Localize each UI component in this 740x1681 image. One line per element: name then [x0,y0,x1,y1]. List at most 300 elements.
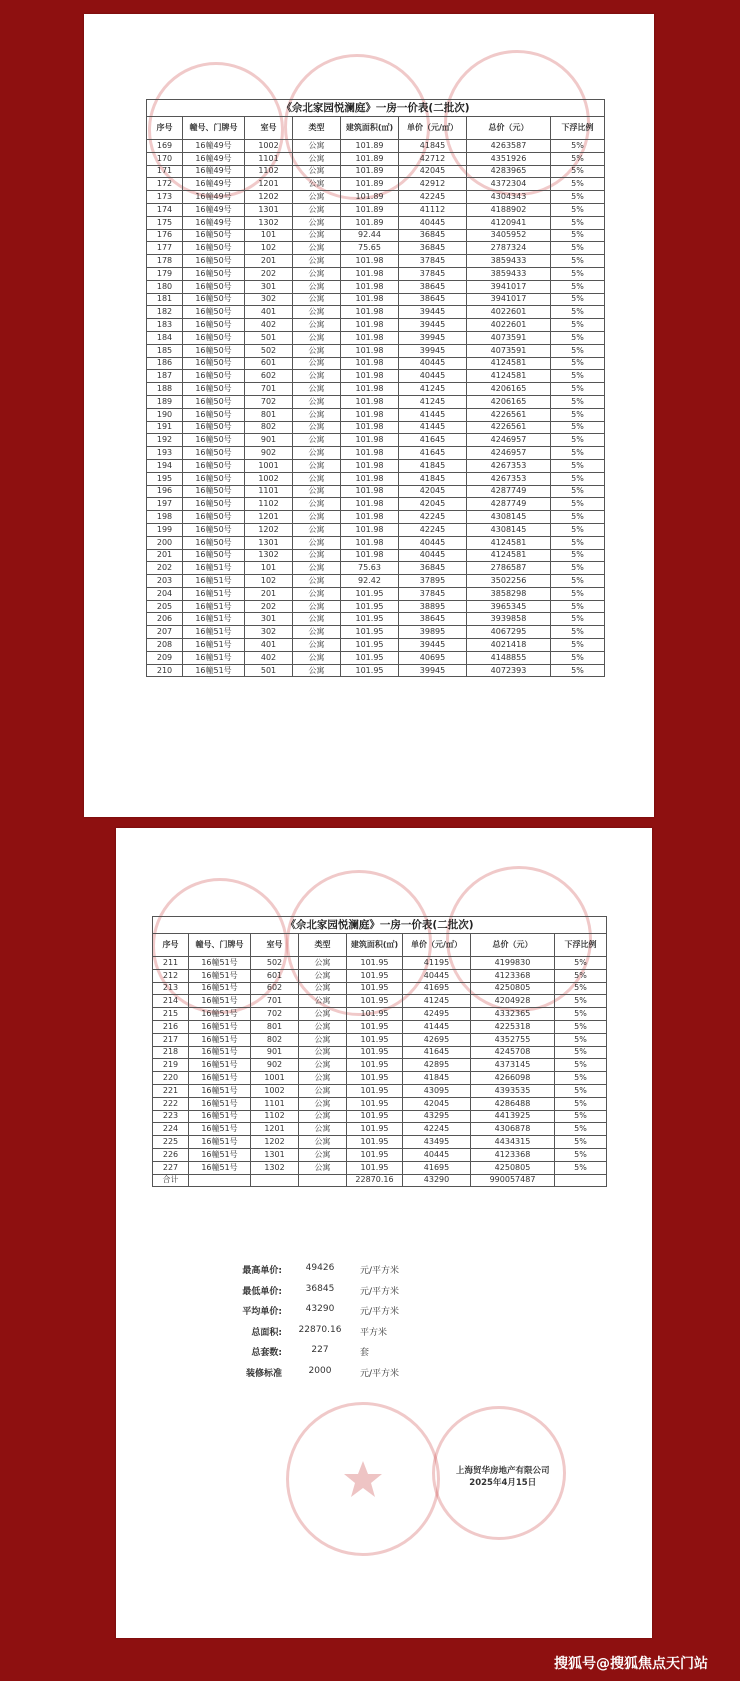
total-cell: 990057487 [471,1174,555,1187]
table-row [147,447,605,460]
table-cell: 16幢50号 [183,383,245,396]
table-cell: 102 [245,575,293,588]
table-cell: 37895 [399,575,467,588]
table-cell: 4266098 [471,1072,555,1085]
table-cell: 公寓 [293,255,341,268]
column-header: 单价（元/㎡） [403,934,471,957]
table-cell: 5% [555,1033,607,1046]
table-cell: 195 [147,472,183,485]
table-cell: 16幢50号 [183,395,245,408]
table-cell: 公寓 [299,995,347,1008]
table-row [153,1097,607,1110]
table-cell: 101.95 [347,1046,403,1059]
table-cell: 5% [551,626,605,639]
column-header: 类型 [293,117,341,140]
table-cell: 178 [147,255,183,268]
table-cell: 4124581 [467,536,551,549]
table-cell: 198 [147,511,183,524]
table-cell: 公寓 [293,511,341,524]
table-cell: 1202 [245,191,293,204]
table-cell: 43495 [403,1136,471,1149]
table-cell: 5% [555,957,607,970]
table-row [147,306,605,319]
table-cell: 5% [551,575,605,588]
table-cell: 5% [551,140,605,153]
table-cell: 101.98 [341,511,399,524]
table-row [153,1161,607,1174]
table-cell: 16幢51号 [189,1161,251,1174]
summary-value: 227 [311,1345,329,1355]
table-cell: 41845 [399,459,467,472]
table-cell: 公寓 [299,969,347,982]
table-cell: 201 [147,549,183,562]
table-cell: 公寓 [293,191,341,204]
table-cell: 5% [551,408,605,421]
table-cell: 5% [551,357,605,370]
table-row [147,370,605,383]
table-cell: 公寓 [293,280,341,293]
table-cell: 181 [147,293,183,306]
table-cell: 4267353 [467,459,551,472]
table-cell: 16幢51号 [189,982,251,995]
table-cell: 3859433 [467,267,551,280]
table-row [147,242,605,255]
table-cell: 4123368 [471,1148,555,1161]
table-cell: 1301 [251,1148,299,1161]
table-cell: 公寓 [293,459,341,472]
table-cell: 公寓 [299,1033,347,1046]
source-watermark: 搜狐号@搜狐焦点天门站 [554,1656,708,1672]
table-cell: 42245 [403,1123,471,1136]
table-cell: 5% [555,1136,607,1149]
table-row [147,165,605,178]
table-cell: 40445 [399,536,467,549]
table-cell: 216 [153,1020,189,1033]
table-row [153,1123,607,1136]
table-cell: 公寓 [299,1110,347,1123]
table-cell: 42245 [399,523,467,536]
table-cell: 40695 [399,651,467,664]
table-cell: 5% [551,255,605,268]
summary-label: 总面积: [251,1327,282,1338]
table-cell: 16幢51号 [183,575,245,588]
table-cell: 211 [153,957,189,970]
company-signature [456,1465,550,1489]
table-cell: 208 [147,639,183,652]
table-cell: 4372304 [467,178,551,191]
table-cell: 16幢51号 [189,957,251,970]
table-cell: 5% [555,1046,607,1059]
table-cell: 5% [551,383,605,396]
table-cell: 公寓 [293,639,341,652]
table-cell: 41645 [399,447,467,460]
table-cell: 5% [551,613,605,626]
table-cell: 219 [153,1059,189,1072]
table-cell: 16幢51号 [189,1020,251,1033]
column-header: 幢号、门牌号 [189,934,251,957]
table-cell: 4351926 [467,152,551,165]
table-cell: 4413925 [471,1110,555,1123]
table-cell: 5% [551,191,605,204]
table-cell: 199 [147,523,183,536]
table-cell: 16幢50号 [183,498,245,511]
table-cell: 公寓 [293,536,341,549]
table-cell: 公寓 [293,421,341,434]
table-cell: 101.98 [341,498,399,511]
table-cell: 40445 [399,357,467,370]
table-cell: 40445 [399,216,467,229]
table-cell: 4287749 [467,498,551,511]
table-row [147,267,605,280]
table-cell: 41195 [403,957,471,970]
table-cell: 209 [147,651,183,664]
table-row [147,575,605,588]
table-cell: 4308145 [467,511,551,524]
table-cell: 1002 [251,1084,299,1097]
table-cell: 4304343 [467,191,551,204]
table-cell: 公寓 [293,395,341,408]
table-cell: 223 [153,1110,189,1123]
table-cell: 206 [147,613,183,626]
table-cell: 201 [245,587,293,600]
table-row [147,178,605,191]
table-cell: 2786587 [467,562,551,575]
table-cell: 41445 [399,421,467,434]
table-cell: 5% [555,1072,607,1085]
table-cell: 182 [147,306,183,319]
table-cell: 公寓 [293,485,341,498]
table-cell: 4246957 [467,434,551,447]
table-cell: 5% [555,1059,607,1072]
table-cell: 41445 [399,408,467,421]
table-cell: 175 [147,216,183,229]
table-cell: 16幢50号 [183,267,245,280]
table-cell: 公寓 [299,1020,347,1033]
table-cell: 38895 [399,600,467,613]
table-row [147,421,605,434]
table-cell: 1101 [251,1097,299,1110]
table-cell: 5% [555,1097,607,1110]
table-cell: 101.95 [347,1136,403,1149]
company-name: 上海贸华房地产有限公司 [456,1466,550,1476]
table-row [147,216,605,229]
table-cell: 5% [551,293,605,306]
table-cell: 101.95 [341,639,399,652]
table-cell: 1002 [245,140,293,153]
table-cell: 101.95 [347,982,403,995]
summary-unit: 元/平方米 [360,1368,400,1379]
table-cell: 191 [147,421,183,434]
table-row [153,969,607,982]
table-cell: 5% [555,1123,607,1136]
table-cell: 16幢50号 [183,357,245,370]
table-cell: 101.98 [341,370,399,383]
table-cell: 公寓 [293,319,341,332]
table-cell: 4250805 [471,982,555,995]
table-cell: 501 [245,331,293,344]
table-cell: 5% [551,639,605,652]
seal-star-icon [343,1459,383,1499]
table-cell: 101.98 [341,549,399,562]
table-cell: 16幢51号 [183,664,245,677]
table-cell: 5% [555,1008,607,1021]
table-cell: 224 [153,1123,189,1136]
table-cell: 37845 [399,587,467,600]
table-cell: 2787324 [467,242,551,255]
table-cell: 101.95 [347,969,403,982]
table-cell: 5% [551,165,605,178]
table-cell: 210 [147,664,183,677]
table-cell: 4332365 [471,1008,555,1021]
table-cell: 101.98 [341,536,399,549]
table-cell: 公寓 [293,165,341,178]
table-cell: 101.95 [341,651,399,664]
table-cell: 5% [555,1020,607,1033]
table-cell: 42045 [399,165,467,178]
table-cell: 16幢49号 [183,140,245,153]
table-cell: 4124581 [467,370,551,383]
table-cell: 公寓 [293,575,341,588]
table-cell: 1002 [245,472,293,485]
table-cell: 38645 [399,280,467,293]
table-cell: 5% [555,1161,607,1174]
column-header: 总价（元） [467,117,551,140]
table-cell: 42912 [399,178,467,191]
table-cell: 5% [551,319,605,332]
table-cell: 36845 [399,562,467,575]
table-cell: 5% [551,229,605,242]
summary-label: 平均单价: [242,1307,282,1317]
table-cell: 公寓 [299,1097,347,1110]
table-cell: 38645 [399,293,467,306]
table-cell: 5% [551,280,605,293]
table-cell: 214 [153,995,189,1008]
table-row [147,395,605,408]
table-cell: 1001 [245,459,293,472]
column-header: 建筑面积(㎡) [341,117,399,140]
table-cell: 公寓 [293,626,341,639]
table-cell: 36845 [399,242,467,255]
table-cell: 101.89 [341,191,399,204]
table-cell: 194 [147,459,183,472]
table-row [147,523,605,536]
table-cell: 16幢51号 [183,562,245,575]
table-cell: 197 [147,498,183,511]
table-cell: 公寓 [293,434,341,447]
table-cell: 222 [153,1097,189,1110]
table-cell: 202 [245,267,293,280]
table-cell: 公寓 [293,152,341,165]
table-cell: 101.95 [347,1148,403,1161]
table-cell: 5% [555,1148,607,1161]
table-row [147,344,605,357]
table-cell: 5% [551,203,605,216]
table-cell: 4352755 [471,1033,555,1046]
table-cell: 4283965 [467,165,551,178]
table-cell: 4124581 [467,549,551,562]
column-header: 建筑面积(㎡) [347,934,403,957]
table-row [147,562,605,575]
table-cell: 4022601 [467,319,551,332]
table-cell: 16幢51号 [189,1136,251,1149]
table-cell: 42245 [399,191,467,204]
table-cell: 1301 [245,536,293,549]
table-cell: 5% [555,1110,607,1123]
table-body [153,957,607,1187]
table-cell: 101.89 [341,152,399,165]
table-cell: 38645 [399,613,467,626]
table-cell: 205 [147,600,183,613]
table-cell: 16幢50号 [183,523,245,536]
table-cell: 901 [251,1046,299,1059]
total-cell [251,1174,299,1187]
table-cell: 42695 [403,1033,471,1046]
table-title: 《佘北家园悦澜庭》一房一价表(二批次) [146,99,605,116]
table-cell: 5% [551,498,605,511]
table-cell: 1201 [245,178,293,191]
table-row [153,1148,607,1161]
table-cell: 5% [551,511,605,524]
table-row [147,331,605,344]
table-cell: 公寓 [299,1008,347,1021]
table-cell: 101.95 [341,600,399,613]
table-cell: 902 [251,1059,299,1072]
total-cell [299,1174,347,1187]
table-cell: 602 [251,982,299,995]
table-cell: 101.98 [341,280,399,293]
table-cell: 5% [555,1084,607,1097]
table-cell: 202 [245,600,293,613]
table-cell: 5% [551,242,605,255]
table-cell: 102 [245,242,293,255]
table-cell: 101.95 [347,957,403,970]
table-row [147,152,605,165]
table-cell: 公寓 [293,408,341,421]
table-cell: 92.44 [341,229,399,242]
table-cell: 171 [147,165,183,178]
table-cell: 41845 [399,140,467,153]
table-cell: 16幢51号 [189,969,251,982]
table-cell: 1302 [245,216,293,229]
table-cell: 16幢51号 [183,626,245,639]
table-cell: 39445 [399,306,467,319]
table-cell: 101.98 [341,472,399,485]
table-row [147,587,605,600]
table-cell: 16幢50号 [183,536,245,549]
table-cell: 4287749 [467,485,551,498]
table-cell: 4148855 [467,651,551,664]
table-cell: 170 [147,152,183,165]
table-cell: 16幢50号 [183,408,245,421]
table-cell: 16幢51号 [183,651,245,664]
table-cell: 16幢51号 [189,995,251,1008]
table-cell: 901 [245,434,293,447]
table-cell: 4226561 [467,421,551,434]
table-cell: 4123368 [471,969,555,982]
header-row [147,117,605,140]
table-row [153,995,607,1008]
table-cell: 101.95 [347,1097,403,1110]
table-cell: 101.98 [341,434,399,447]
table-cell: 16幢51号 [183,587,245,600]
table-cell: 16幢50号 [183,319,245,332]
table-cell: 42495 [403,1008,471,1021]
table-cell: 16幢50号 [183,242,245,255]
column-header: 室号 [251,934,299,957]
table-cell: 5% [551,600,605,613]
table-cell: 41245 [399,383,467,396]
table-cell: 公寓 [293,344,341,357]
table-cell: 5% [551,651,605,664]
table-cell: 4073591 [467,331,551,344]
table-cell: 502 [245,344,293,357]
table-cell: 40445 [399,370,467,383]
table-cell: 801 [245,408,293,421]
issue-date: 2025年4月15日 [469,1478,537,1488]
table-cell: 公寓 [293,600,341,613]
table-cell: 39895 [399,626,467,639]
table-row [147,383,605,396]
table-cell: 4225318 [471,1020,555,1033]
table-cell: 4246957 [467,447,551,460]
table-cell: 101.95 [347,1084,403,1097]
table-cell: 16幢51号 [189,1008,251,1021]
column-header: 单价（元/㎡） [399,117,467,140]
summary-value: 22870.16 [298,1324,342,1335]
table-cell: 4308145 [467,523,551,536]
summary-label: 最高单价: [242,1266,282,1276]
table-cell: 4188902 [467,203,551,216]
table-cell: 202 [147,562,183,575]
table-cell: 4072393 [467,664,551,677]
table-cell: 16幢51号 [189,1033,251,1046]
table-cell: 公寓 [299,957,347,970]
table-cell: 公寓 [299,1161,347,1174]
table-cell: 801 [251,1020,299,1033]
table-cell: 3859433 [467,255,551,268]
table-cell: 16幢50号 [183,434,245,447]
table-cell: 4393535 [471,1084,555,1097]
table-cell: 5% [551,485,605,498]
table-cell: 75.63 [341,562,399,575]
table-cell: 公寓 [293,293,341,306]
table-cell: 101.98 [341,447,399,460]
summary-unit: 元/平方米 [360,1286,400,1297]
table-cell: 1102 [251,1110,299,1123]
table-row [153,1072,607,1085]
table-cell: 217 [153,1033,189,1046]
table-cell: 40445 [403,969,471,982]
header-row [153,934,607,957]
table-cell: 5% [551,549,605,562]
table-cell: 3502256 [467,575,551,588]
table-cell: 179 [147,267,183,280]
table-cell: 5% [551,523,605,536]
table-cell: 101.95 [341,587,399,600]
summary-unit: 元/平方米 [360,1266,400,1276]
table-cell: 1201 [245,511,293,524]
table-cell: 公寓 [293,664,341,677]
table-cell: 公寓 [299,1084,347,1097]
table-cell: 公寓 [293,229,341,242]
table-cell: 公寓 [293,306,341,319]
table-row [147,203,605,216]
table-cell: 101.98 [341,523,399,536]
table-cell: 4263587 [467,140,551,153]
table-cell: 101.89 [341,178,399,191]
table-cell: 172 [147,178,183,191]
table-cell: 16幢49号 [183,165,245,178]
